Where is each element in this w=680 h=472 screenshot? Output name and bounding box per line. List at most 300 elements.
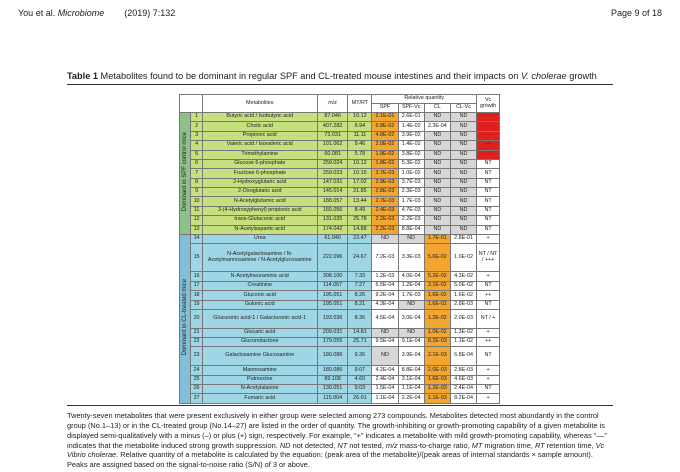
journal-name: Microbiome (57, 8, 105, 18)
mz-value: 147.031 (317, 178, 348, 187)
cl-value: ND (424, 159, 450, 168)
mz-value: 259.023 (317, 169, 348, 178)
metabolite-name: Trimethylamine (202, 150, 317, 159)
spf-vc-value: 3.9E-02 (398, 131, 424, 140)
cl-value: ND (424, 131, 450, 140)
metabolite-name: 2-Oxoglutaric acid (202, 188, 317, 197)
cl-value: 5.2E-02 (424, 272, 450, 281)
table-row (180, 225, 500, 234)
row-number: 23 (191, 347, 202, 366)
cl-vc-value: ND (450, 169, 476, 178)
mtrt-value: 21.85 (348, 188, 372, 197)
spf-value: 7.2E-03 (372, 244, 398, 272)
cl-vc-value: ND (450, 159, 476, 168)
mz-value: 180.086 (317, 366, 348, 375)
table-row (180, 197, 500, 206)
row-number: 13 (191, 225, 202, 234)
vc-growth-value: – (477, 122, 500, 131)
table-title-species: V. cholerae (520, 71, 567, 81)
cl-vc-value: ND (450, 113, 476, 122)
row-number: 1 (191, 113, 202, 122)
mz-value: 179.055 (317, 338, 348, 347)
footnote-nt-def: not tested, (347, 440, 386, 450)
metabolite-name: Gluconolactone (202, 338, 317, 347)
table-title (67, 71, 597, 81)
mtrt-value: 4.60 (348, 375, 372, 384)
footnote-text-2: . Relative quantity of a metabolite is calculated by the equation: (peak area of the metabolite)/(peak areas of internal standards × sample amount). Peaks are assigned based on the signal-to-noise ratio (S/N) of 3 or above. (67, 450, 593, 470)
spf-vc-value: ND (398, 300, 424, 309)
footnote-nd: ND (279, 440, 291, 450)
table-row (180, 188, 500, 197)
table-row (180, 244, 500, 272)
cl-value: 2.3E-04 (424, 122, 450, 131)
cl-value: ND (424, 178, 450, 187)
spf-vc-value: 1.1E-04 (398, 384, 424, 393)
table-label: Table 1 (67, 71, 98, 81)
metabolite-name: Cholic acid (202, 122, 317, 131)
spf-vc-value: 5.3E-02 (398, 159, 424, 168)
table-row (180, 281, 500, 290)
mtrt-value: 9.07 (348, 366, 372, 375)
spf-value: 4.2E-04 (372, 366, 398, 375)
mtrt-value: 11.11 (348, 131, 372, 140)
vc-growth-value: NT / NT / +++ (477, 244, 500, 272)
vc-growth-value: NT (477, 159, 500, 168)
spf-vc-value: 3.9E-04 (398, 347, 424, 366)
metabolite-name: Putrescine (202, 375, 317, 384)
cl-vc-value: 2.8E-03 (450, 300, 476, 309)
table-row (180, 300, 500, 309)
footnote-nt: NT (337, 440, 348, 450)
metabolite-name: N-Acetylalanine (202, 384, 317, 393)
cl-vc-value: 5.0E-02 (450, 281, 476, 290)
mz-value: 259.024 (317, 159, 348, 168)
table-row (180, 113, 500, 122)
cl-vc-value: ND (450, 225, 476, 234)
mz-value: 195.051 (317, 291, 348, 300)
metabolite-table-figure (179, 94, 500, 404)
top-rule (67, 84, 613, 85)
spf-value: 2.1E-01 (372, 113, 398, 122)
vc-growth-value: + (477, 234, 500, 243)
mtrt-value: 7.33 (348, 272, 372, 281)
spf-vc-value: 1.0E-02 (398, 169, 424, 178)
metabolite-name: N-Acetylneuraminic acid (202, 272, 317, 281)
spf-vc-value: 2.6E-01 (398, 113, 424, 122)
table-row (180, 338, 500, 347)
row-number: 10 (191, 197, 202, 206)
col-header-cl-vc: CL-Vc (450, 104, 476, 113)
group-label-spf: Dominant in SPF control mice (182, 132, 189, 212)
table-row (180, 169, 500, 178)
table-row (180, 206, 500, 215)
vc-growth-value: NT (477, 188, 500, 197)
spf-value: 2.7E-03 (372, 197, 398, 206)
metabolite-table (179, 94, 500, 404)
spf-vc-value: 9.1E-04 (398, 338, 424, 347)
col-header-mtrt: MT/RT (348, 95, 372, 113)
spf-value: 6.8E-02 (372, 122, 398, 131)
table-row (180, 178, 500, 187)
spf-vc-value: 3.1E-04 (398, 375, 424, 384)
row-number: 12 (191, 216, 202, 225)
cl-vc-value: 4.6E-03 (450, 375, 476, 384)
table-row (180, 375, 500, 384)
metabolite-name: 2-Hydroxyglutaric acid (202, 178, 317, 187)
mtrt-value: 7.27 (348, 281, 372, 290)
table-row (180, 309, 500, 328)
cl-vc-value: 2.8E-01 (450, 234, 476, 243)
spf-vc-value: ND (398, 328, 424, 337)
mtrt-value: 8.36 (348, 309, 372, 328)
mz-value: 73.031 (317, 131, 348, 140)
table-row (180, 159, 500, 168)
metabolite-name: Glucose 6-phosphate (202, 159, 317, 168)
spf-value: 1.1E-04 (372, 394, 398, 404)
vc-growth-value: –/– (477, 141, 500, 150)
cl-value: ND (424, 113, 450, 122)
row-number: 18 (191, 291, 202, 300)
spf-vc-value: 3.7E-03 (398, 178, 424, 187)
vc-growth-value: ++ (477, 338, 500, 347)
spf-value: 2.9E-03 (372, 178, 398, 187)
cl-value: 1.6E-02 (424, 291, 450, 300)
cl-vc-value: 1.1E-02 (450, 338, 476, 347)
table-row (180, 234, 500, 243)
row-number: 9 (191, 188, 202, 197)
mtrt-value: 23.47 (348, 234, 372, 243)
spf-value: 4.3E-04 (372, 300, 398, 309)
mz-value: 89.108 (317, 375, 348, 384)
cl-value: 2.1E-03 (424, 347, 450, 366)
spf-vc-value: 4.7E-03 (398, 206, 424, 215)
mz-value: 101.062 (317, 141, 348, 150)
cl-vc-value: 2.4E-04 (450, 384, 476, 393)
mz-value: 195.051 (317, 300, 348, 309)
footnote-mt-def: migration time, (482, 440, 535, 450)
cl-vc-value: 2.0E-03 (450, 309, 476, 328)
table-footnote (67, 411, 615, 470)
cl-value: 8.2E-03 (424, 338, 450, 347)
vc-growth-value: + (477, 394, 500, 404)
spf-vc-value: 2.2E-03 (398, 216, 424, 225)
mz-value: 193.036 (317, 309, 348, 328)
vc-growth-value: – (477, 113, 500, 122)
vc-growth-value: NT (477, 384, 500, 393)
cl-value: 5.6E-02 (424, 244, 450, 272)
spf-value: ND (372, 328, 398, 337)
row-number: 8 (191, 178, 202, 187)
col-header-spf-vc: SPF-Vc (398, 104, 424, 113)
spf-value: 2.4E-03 (372, 206, 398, 215)
spf-value: 1.2E-03 (372, 272, 398, 281)
footnote-text-1: Twenty-seven metabolites that were present exclusively in either group were selected among 273 compounds. Metabolites detected most abundantly in the control group (No.1–13) or in the CL-treated group (No.14–27) are listed in the order of quantity. The growth-inhibiting or growth-promoting capability of a given metabolite is displayed semi-qualitatively with a minus (–) or plus (+) sign, respectively. For example, “+” indicates a metabolite with mild growth-promoting capability, whereas “––” indicates that the metabolite induced strong growth suppression. (67, 411, 607, 450)
running-header (18, 8, 662, 22)
spf-value: 2.8E-03 (372, 188, 398, 197)
cl-value: 1.7E-01 (424, 234, 450, 243)
authors: You et al. (18, 8, 56, 18)
mz-value: 87.046 (317, 113, 348, 122)
row-number: 25 (191, 375, 202, 384)
mtrt-value: 8.21 (348, 300, 372, 309)
cl-vc-value: ND (450, 122, 476, 131)
spf-vc-value: 1.7E-03 (398, 291, 424, 300)
mtrt-value: 6.94 (348, 122, 372, 131)
footnote-vibrio: Vibrio cholerae (67, 450, 117, 460)
cl-vc-value: 6.8E-04 (450, 347, 476, 366)
row-number: 22 (191, 338, 202, 347)
metabolite-name: Valeric acid / Isovaleric acid (202, 141, 317, 150)
vc-growth-value: NT (477, 281, 500, 290)
spf-value: 2.2E-03 (372, 225, 398, 234)
col-header-relative-quantity: Relative quantity (372, 95, 477, 104)
spf-value: 2.0E-02 (372, 141, 398, 150)
group-cell (180, 113, 191, 235)
mz-value: 115.004 (317, 394, 348, 404)
cl-value: 2.0E-03 (424, 366, 450, 375)
vc-growth-value: NT (477, 178, 500, 187)
row-number: 20 (191, 309, 202, 328)
spf-vc-value: 2.3E-03 (398, 188, 424, 197)
mtrt-value: 10.15 (348, 169, 372, 178)
row-number: 7 (191, 169, 202, 178)
row-number: 3 (191, 131, 202, 140)
table-row (180, 272, 500, 281)
vc-growth-value: + (477, 375, 500, 384)
spf-value: 9.5E-04 (372, 338, 398, 347)
cl-vc-value: 4.3E-02 (450, 272, 476, 281)
vc-growth-value: NT / + (477, 309, 500, 328)
cl-value: ND (424, 216, 450, 225)
vc-growth-value: + (477, 272, 500, 281)
corner-cell (180, 95, 203, 113)
spf-value: 9.2E-04 (372, 291, 398, 300)
vc-growth-value: NT (477, 169, 500, 178)
cl-value: ND (424, 141, 450, 150)
spf-vc-value: 1.4E-02 (398, 141, 424, 150)
cl-value: ND (424, 188, 450, 197)
mtrt-value: 25.78 (348, 216, 372, 225)
metabolite-name: Creatinine (202, 281, 317, 290)
mtrt-value: 10.12 (348, 159, 372, 168)
table-row (180, 347, 500, 366)
journal-citation (18, 8, 175, 18)
mtrt-value: 10.12 (348, 113, 372, 122)
mz-value: 308.100 (317, 272, 348, 281)
col-header-metabolites: Metabolites (202, 95, 317, 113)
spf-vc-value: 3.0E-04 (398, 309, 424, 328)
mtrt-value: 17.02 (348, 178, 372, 187)
row-number: 27 (191, 394, 202, 404)
metabolite-name: Glucuronic acid-1 / Galacturonic acid-1 (202, 309, 317, 328)
row-number: 17 (191, 281, 202, 290)
cl-value: ND (424, 225, 450, 234)
spf-value: ND (372, 234, 398, 243)
mtrt-value: 9.36 (348, 347, 372, 366)
mtrt-value: 9.46 (348, 141, 372, 150)
mtrt-value: 14.88 (348, 225, 372, 234)
row-number: 24 (191, 366, 202, 375)
row-number: 19 (191, 300, 202, 309)
table-row (180, 384, 500, 393)
cl-value: 1.1E-03 (424, 394, 450, 404)
spf-value: 6.5E-04 (372, 281, 398, 290)
row-number: 5 (191, 150, 202, 159)
vc-growth-value: NT (477, 300, 500, 309)
page-number: Page 9 of 18 (610, 8, 662, 18)
spf-vc-value: 8.8E-04 (398, 225, 424, 234)
spf-vc-value: ND (398, 234, 424, 243)
cl-vc-value: 8.2E-04 (450, 394, 476, 404)
mz-value: 188.057 (317, 197, 348, 206)
cl-vc-value: ND (450, 150, 476, 159)
metabolite-name: Fumaric acid (202, 394, 317, 404)
metabolite-name: trans-Glutaconic acid (202, 216, 317, 225)
vc-growth-value: NT (477, 216, 500, 225)
cl-value: 1.0E-02 (424, 328, 450, 337)
spf-vc-value: 3.3E-03 (398, 244, 424, 272)
footnote-mz-def: mass-to-charge ratio, (397, 440, 472, 450)
metabolite-name: N-Acetylglutamic acid (202, 197, 317, 206)
spf-vc-value: 1.2E-04 (398, 281, 424, 290)
spf-value: 1.5E-04 (372, 384, 398, 393)
footnote-mt: MT (471, 440, 483, 450)
mz-value: 114.067 (317, 281, 348, 290)
spf-vc-value: 3.8E-02 (398, 150, 424, 159)
table-row (180, 131, 500, 140)
mtrt-value: 13.44 (348, 197, 372, 206)
cl-value: ND (424, 169, 450, 178)
mz-value: 209.031 (317, 328, 348, 337)
footnote-rt: RT (534, 440, 545, 450)
metabolite-name: Galactosamine Glucosamine (202, 347, 317, 366)
citation: (2019) 7:132 (124, 8, 176, 18)
vc-growth-value: + (477, 328, 500, 337)
cl-value: 1.2E-03 (424, 384, 450, 393)
spf-vc-value: 4.0E-04 (398, 272, 424, 281)
cl-value: 3.1E-02 (424, 281, 450, 290)
spf-value: 1.8E-02 (372, 159, 398, 168)
mz-value: 145.014 (317, 188, 348, 197)
cl-value: 1.6E-03 (424, 375, 450, 384)
table-row (180, 141, 500, 150)
spf-vc-value: 8.8E-04 (398, 366, 424, 375)
mtrt-value: 8.26 (348, 291, 372, 300)
metabolite-name: Mannosamine (202, 366, 317, 375)
spf-value: 3.7E-03 (372, 169, 398, 178)
vc-growth-value: NT (477, 197, 500, 206)
row-number: 11 (191, 206, 202, 215)
row-number: 6 (191, 159, 202, 168)
table-body (180, 113, 500, 404)
row-number: 14 (191, 234, 202, 243)
spf-value: 2.2E-03 (372, 216, 398, 225)
cl-vc-value: 2.8E-03 (450, 366, 476, 375)
cl-vc-value: 1.3E-02 (450, 328, 476, 337)
vc-growth-value: NT (477, 206, 500, 215)
mz-value: 131.035 (317, 216, 348, 225)
mz-value: 60.081 (317, 150, 348, 159)
spf-vc-value: 1.4E-02 (398, 122, 424, 131)
vc-growth-value: – (477, 150, 500, 159)
cl-vc-value: ND (450, 131, 476, 140)
mz-value: 180.086 (317, 347, 348, 366)
vc-growth-value: – (477, 131, 500, 140)
metabolite-name: Fructose 6-phosphate (202, 169, 317, 178)
table-row (180, 328, 500, 337)
row-number: 2 (191, 122, 202, 131)
spf-value: 4.8E-02 (372, 131, 398, 140)
spf-value: 2.4E-04 (372, 375, 398, 384)
col-header-mz: m/z (317, 95, 348, 113)
mz-value: 407.282 (317, 122, 348, 131)
mtrt-value: 5.78 (348, 150, 372, 159)
vc-growth-value: NT (477, 347, 500, 366)
mtrt-value: 8.49 (348, 206, 372, 215)
cl-value: 1.6E-02 (424, 300, 450, 309)
table-title-text: Metabolites found to be dominant in regular SPF and CL-treated mouse intestines and their impacts on (100, 71, 521, 81)
metabolite-name: N-Acetylgalactosamine / N-Acetylmannosamine / N-Acetylglucosamine (202, 244, 317, 272)
footnote-mz: m/z (385, 440, 398, 450)
table-row (180, 291, 500, 300)
group-label-cl: Dominant in CL-treated mice (182, 279, 189, 356)
mtrt-value: 26.01 (348, 394, 372, 404)
col-header-cl: CL (424, 104, 450, 113)
metabolite-name: 3-(4-Hydroxyphenyl) propionic acid (202, 206, 317, 215)
mz-value: 222.096 (317, 244, 348, 272)
cl-value: 1.2E-02 (424, 309, 450, 328)
row-number: 21 (191, 328, 202, 337)
mz-value: 130.051 (317, 384, 348, 393)
table-row (180, 122, 500, 131)
cl-value: ND (424, 206, 450, 215)
metabolite-name: Glucaric acid (202, 328, 317, 337)
spf-value: 1.9E-02 (372, 150, 398, 159)
cl-vc-value: ND (450, 141, 476, 150)
cl-vc-value: ND (450, 178, 476, 187)
vc-growth-value: ++ (477, 291, 500, 300)
mtrt-value: 14.81 (348, 328, 372, 337)
mz-value: 61.040 (317, 234, 348, 243)
row-number: 4 (191, 141, 202, 150)
spf-value: ND (372, 347, 398, 366)
vc-growth-value: NT (477, 225, 500, 234)
cl-vc-value: ND (450, 197, 476, 206)
spf-vc-value: 2.2E-04 (398, 394, 424, 404)
mtrt-value: 24.67 (348, 244, 372, 272)
cl-vc-value: ND (450, 206, 476, 215)
cl-vc-value: ND (450, 216, 476, 225)
row-number: 16 (191, 272, 202, 281)
table-title-tail: growth (566, 71, 597, 81)
metabolite-name: Propionic acid (202, 131, 317, 140)
group-cell (180, 234, 191, 403)
footnote-nd-def: not detected, (290, 440, 338, 450)
col-header-vc-growth: Vc growth (477, 95, 500, 113)
spf-value: 4.5E-04 (372, 309, 398, 328)
cl-value: ND (424, 197, 450, 206)
row-number: 15 (191, 244, 202, 272)
mtrt-value: 9.03 (348, 384, 372, 393)
bottom-rule (67, 405, 613, 406)
spf-vc-value: 1.7E-03 (398, 197, 424, 206)
vc-growth-value: + (477, 366, 500, 375)
table-row (180, 394, 500, 404)
metabolite-name: Butyric acid / Isobutyric acid (202, 113, 317, 122)
metabolite-name: Gulonic acid (202, 300, 317, 309)
footnote-rt-def: retention time, (544, 440, 596, 450)
mtrt-value: 25.71 (348, 338, 372, 347)
